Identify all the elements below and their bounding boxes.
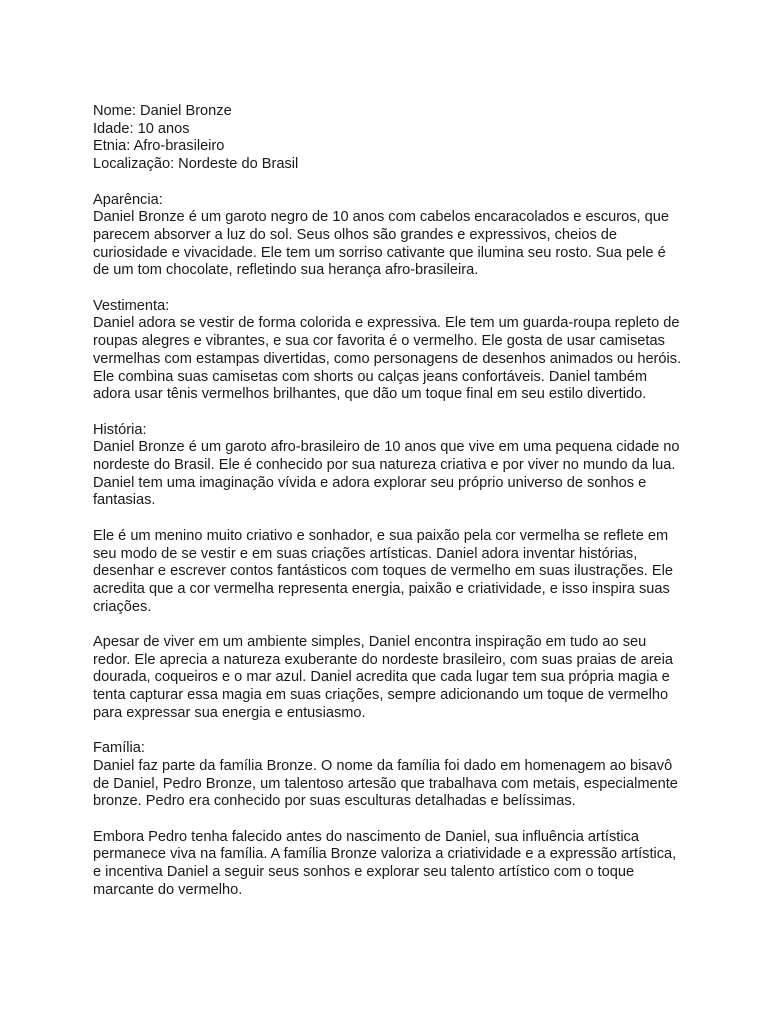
history-paragraph-1: Daniel Bronze é um garoto afro-brasileiro de 10 anos que vive em uma pequena cidade no nordeste do Brasil. Ele é conhecido por sua natureza criativa e por viver no mundo da lua. Daniel tem uma imaginação vívida e adora explorar seu próprio universo de sonhos e fantasias. bbox=[93, 439, 680, 509]
spacer bbox=[93, 510, 683, 528]
family-paragraph-1: Daniel faz parte da família Bronze. O nome da família foi dado em homenagem ao bisavô de Daniel, Pedro Bronze, um talentoso artesão que trabalhava com metais, especialmente bronze. Pedro era conhecido por suas esculturas detalhadas e belíssimas. bbox=[93, 757, 678, 810]
spacer bbox=[93, 174, 683, 192]
info-name: Nome: Daniel Bronze bbox=[93, 103, 232, 119]
spacer bbox=[93, 280, 683, 298]
clothing-heading: Vestimenta: bbox=[93, 297, 170, 314]
document-body bbox=[93, 103, 683, 900]
appearance-paragraph: Daniel Bronze é um garoto negro de 10 anos com cabelos encaracolados e escuros, que parecem absorver a luz do sol. Seus olhos são grandes e expressivos, cheios de curiosidade e vivacidade. Ele tem um sorriso cativante que ilumina seu rosto. Sua pele é de um tom chocolate, refletindo sua herança afro-brasileira. bbox=[93, 209, 669, 279]
clothing-paragraph: Daniel adora se vestir de forma colorida e expressiva. Ele tem um guarda-roupa repleto de roupas alegres e vibrantes, e sua cor favorita é o vermelho. Ele gosta de usar camisetas vermelhas com estampas divertidas, como personagens de desenhos animados ou heróis. Ele combina suas camisetas com shorts ou calças jeans confortáveis. Daniel também adora usar tênis vermelhos brilhantes, que dão um toque final em seu estilo divertido. bbox=[93, 315, 682, 403]
family-heading: Família: bbox=[93, 740, 145, 757]
spacer bbox=[93, 811, 683, 829]
info-location: Localização: Nordeste do Brasil bbox=[93, 156, 299, 173]
family-paragraph-2: Embora Pedro tenha falecido antes do nascimento de Daniel, sua influência artística permanece viva na família. A família Bronze valoriza a criatividade e a expressão artística, e incentiva Daniel a seguir seus sonhos e explorar seu talento artístico com o toque marcante do vermelho. bbox=[93, 828, 677, 898]
info-age: Idade: 10 anos bbox=[93, 120, 190, 137]
info-ethnicity: Etnia: Afro-brasileiro bbox=[93, 138, 225, 155]
history-paragraph-2: Ele é um menino muito criativo e sonhador, e sua paixão pela cor vermelha se reflete em seu modo de se vestir e em suas criações artísticas. Daniel adora inventar histórias, desenhar e escrever contos fantásticos com toques de vermelho em suas ilustrações. Ele acredita que a cor vermelha representa energia, paixão e criatividade, e isso inspira suas criações. bbox=[93, 527, 673, 615]
spacer bbox=[93, 616, 683, 634]
history-paragraph-3: Apesar de viver em um ambiente simples, Daniel encontra inspiração em tudo ao seu redor. Ele aprecia a natureza exuberante do nordeste brasileiro, com suas praias de areia dourada, coqueiros e o mar azul. Daniel acredita que cada lugar tem sua própria magia e tenta capturar essa magia em suas criações, sempre adicionando um toque de vermelho para expressar sua energia e entusiasmo. bbox=[93, 634, 674, 721]
spacer bbox=[93, 723, 683, 741]
spacer bbox=[93, 404, 683, 422]
history-heading: História: bbox=[93, 421, 147, 438]
appearance-heading: Aparência: bbox=[93, 191, 163, 208]
